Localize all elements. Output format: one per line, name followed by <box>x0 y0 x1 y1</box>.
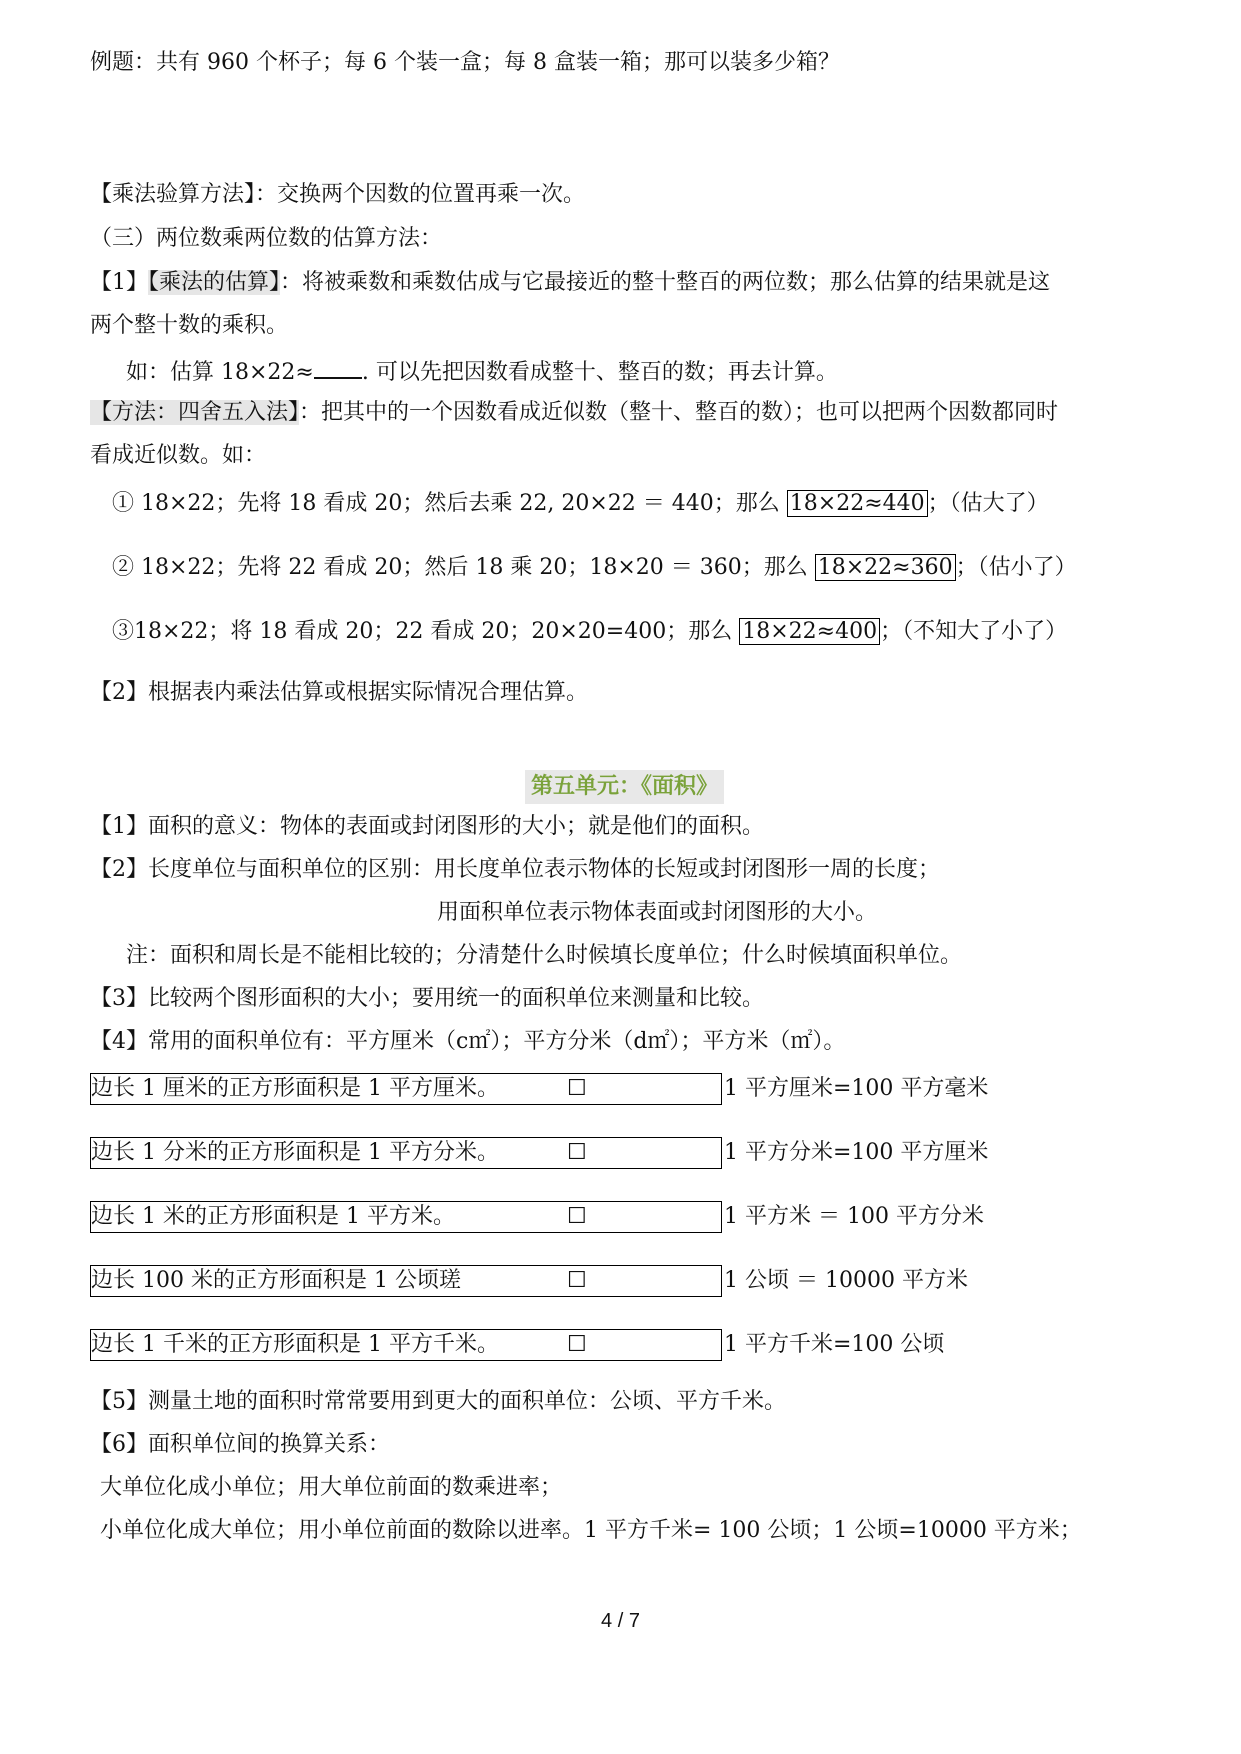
conversion-text: 1 平方米 ＝ 100 平方分米 <box>724 1204 984 1229</box>
estimate-number: 【1】 <box>90 270 148 295</box>
case-1-result: 18×22≈440 <box>787 490 928 517</box>
estimate-example-prefix: 如：估算 18×22≈ <box>126 360 314 385</box>
estimate-label: 【乘法的估算】 <box>148 270 281 295</box>
conversion-text: 1 平方厘米=100 平方毫米 <box>724 1076 989 1101</box>
conversion-text: 1 平方千米=100 公顷 <box>724 1332 945 1357</box>
estimate-point <box>90 268 1050 298</box>
check-method <box>90 180 585 210</box>
conversion-text: 1 平方分米=100 平方厘米 <box>724 1140 989 1165</box>
case-2-result: 18×22≈360 <box>815 554 956 581</box>
case-3-result: 18×22≈400 <box>739 618 880 645</box>
answer-blank <box>314 355 362 379</box>
definition-box <box>90 1329 722 1361</box>
conversion-rule-2: 小单位化成大单位；用小单位前面的数除以进率。1 平方千米= 100 公顷；1 公顷=10000 平方米； <box>100 1518 1082 1543</box>
conversion-rule-1: 大单位化成小单位；用大单位前面的数乘进率； <box>100 1475 563 1500</box>
case-1 <box>112 489 1049 519</box>
area-note: 注：面积和周长是不能相比较的；分清楚什么时候填长度单位；什么时候填面积单位。 <box>126 943 963 968</box>
case-2 <box>112 553 1077 583</box>
area-point-6: 【6】面积单位间的换算关系： <box>90 1432 390 1457</box>
area-point-2-cont: 用面积单位表示物体表面或封闭图形的大小。 <box>437 900 878 925</box>
estimate-example-suffix: . 可以先把因数看成整十、整百的数；再去计算。 <box>361 360 838 385</box>
definition-text: 边长 1 分米的正方形面积是 1 平方分米。 <box>91 1140 499 1165</box>
case-3 <box>112 617 1067 647</box>
definition-text: 边长 1 米的正方形面积是 1 平方米。 <box>91 1204 455 1229</box>
conversion-text: 1 公顷 ＝ 10000 平方米 <box>724 1268 968 1293</box>
checkbox-icon[interactable]: ☐ <box>567 1204 587 1229</box>
area-point-2: 【2】长度单位与面积单位的区别：用长度单位表示物体的长短或封闭图形一周的长度； <box>90 857 940 882</box>
point-2: 【2】根据表内乘法估算或根据实际情况合理估算。 <box>90 680 588 705</box>
area-point-5: 【5】测量土地的面积时常常要用到更大的面积单位：公顷、平方千米。 <box>90 1389 786 1414</box>
unit-5-title: 第五单元：《面积》 <box>525 770 724 804</box>
area-point-1: 【1】面积的意义：物体的表面或封闭图形的大小；就是他们的面积。 <box>90 814 764 839</box>
estimate-example <box>126 355 838 388</box>
case-2-note: ；（估小了） <box>955 555 1077 580</box>
case-3-note: ；（不知大了小了） <box>880 619 1068 644</box>
check-method-label: 【乘法验算方法】 <box>90 182 256 207</box>
method-point <box>90 398 1058 428</box>
example-question: 例题：共有 960 个杯子；每 6 个装一盒；每 8 盒装一箱；那可以装多少箱？ <box>90 50 840 75</box>
checkbox-icon[interactable]: ☐ <box>567 1332 587 1357</box>
method-text: ：把其中的一个因数看成近似数（整十、整百的数）；也可以把两个因数都同时 <box>299 400 1059 425</box>
estimate-text: ：将被乘数和乘数估成与它最接近的整十整百的两位数；那么估算的结果就是这 <box>280 270 1051 295</box>
checkbox-icon[interactable]: ☐ <box>567 1140 587 1165</box>
case-1-text: ① 18×22；先将 18 看成 20；然后去乘 22, 20×22 ＝ 440；那么 <box>112 491 787 516</box>
area-point-3: 【3】比较两个图形面积的大小；要用统一的面积单位来测量和比较。 <box>90 986 764 1011</box>
page-number: 4 / 7 <box>601 1610 640 1632</box>
area-point-4: 【4】常用的面积单位有：平方厘米（c㎡）；平方分米（d㎡）；平方米（㎡）。 <box>90 1029 846 1054</box>
definition-box <box>90 1265 722 1297</box>
definition-text: 边长 1 厘米的正方形面积是 1 平方厘米。 <box>91 1076 499 1101</box>
case-1-note: ；（估大了） <box>927 491 1049 516</box>
definition-text: 边长 1 千米的正方形面积是 1 平方千米。 <box>91 1332 499 1357</box>
section-3-title: （三）两位数乘两位数的估算方法： <box>90 226 443 251</box>
checkbox-icon[interactable]: ☐ <box>567 1076 587 1101</box>
definition-box <box>90 1201 722 1233</box>
method-text-cont: 看成近似数。如： <box>90 443 267 468</box>
checkbox-icon[interactable]: ☐ <box>567 1268 587 1293</box>
method-label: 【方法：四舍五入法】 <box>90 400 300 425</box>
case-3-text: ③18×22；将 18 看成 20；22 看成 20；20×20=400；那么 <box>112 619 740 644</box>
definition-box <box>90 1137 722 1169</box>
definition-text: 边长 100 米的正方形面积是 1 公顷瑳 <box>91 1268 461 1293</box>
estimate-text-cont: 两个整十数的乘积。 <box>90 313 289 338</box>
check-method-text: ：交换两个因数的位置再乘一次。 <box>255 182 586 207</box>
definition-box <box>90 1073 722 1105</box>
case-2-text: ② 18×22；先将 22 看成 20；然后 18 乘 20；18×20 ＝ 360；那么 <box>112 555 815 580</box>
